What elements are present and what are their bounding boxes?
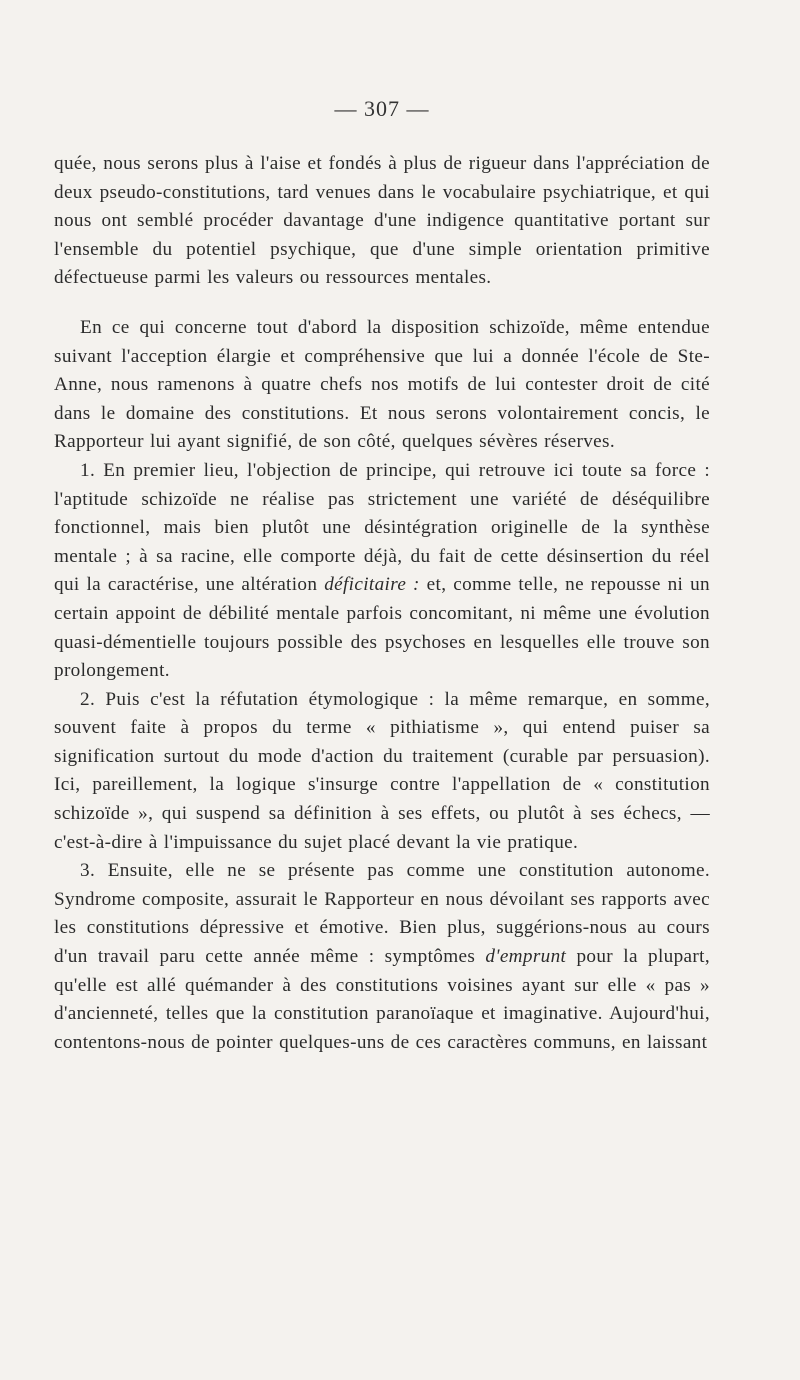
paragraph-schizoid-intro (54, 314, 710, 457)
paragraph-continuation (54, 150, 710, 293)
page-number: — 307 — (334, 96, 430, 121)
italic-term: d'emprunt (485, 946, 567, 968)
paragraph-text: 2. Puis c'est la réfutation étymologique : la même remarque, en somme, souvent faite à propos du terme « pithiatisme », qui entend puiser sa signification surtout du mode d'action du traitement (curable par persuasion). Ici, pareillement, la logique s'insurge contre l'appellation de « constitution schizoïde », qui suspend sa définition à ses effets, ou plutôt à ses échecs, — c'est-à-dire à l'impuissance du sujet placé devant la vie pratique. (54, 688, 710, 853)
paragraph-text: quée, nous serons plus à l'aise et fondés à plus de rigueur dans l'appréciation de deux pseudo-constitutions, tard venues dans le vocabulaire psychiatrique, et qui nous ont semblé procéder davantage d'une indigence quantitative portant sur l'ensemble du potentiel psychique, que d'une simple orientation primitive défectueuse parmi les valeurs ou ressources mentales. (54, 153, 710, 289)
italic-term: déficitaire : (324, 574, 420, 596)
paragraph-text: En ce qui concerne tout d'abord la disposition schizoïde, même entendue suivant l'acception élargie et compréhensive que lui a donnée l'école de Ste-Anne, nous ramenons à quatre chefs nos motifs de lui contester droit de cité dans le domaine des constitutions. Et nous serons volontairement concis, le Rapporteur lui ayant signifié, de son côté, quelques sévères réserves. (54, 316, 710, 453)
paragraph-point-1 (54, 457, 710, 686)
paragraph-point-2 (54, 686, 710, 858)
paragraph-text: 3. Ensuite, elle ne se présente pas comme une constitution autonome. Syndrome composite, assurait le Rapporteur en nous dévoilant ses rapports avec les constitutions dépressive et émotive. Bien plus, suggérions-nous au cours d'un travail paru cette année même : symptômes (54, 860, 710, 968)
paragraph-text: pour la plupart, qu'elle est allé quémander à des constitutions voisines ayant sur elle « pas » d'ancienneté, telles que la constitution paranoïaque et imaginative. Aujourd'hui, contentons-nous de pointer quelques-uns de ces caractères communs, en laissant (54, 946, 710, 1053)
paragraph-text: 1. En premier lieu, l'objection de principe, qui retrouve ici toute sa force : l'aptitude schizoïde ne réalise pas strictement une variété de déséquilibre fonctionnel, mais bien plutôt une désintégration originelle de la synthèse mentale ; à sa racine, elle comporte déjà, du fait de cette désinsertion du réel qui la caractérise, une altération (54, 459, 710, 596)
paragraph-text: et, comme telle, ne repousse ni un certain appoint de débilité mentale parfois concomitant, ni même une évolution quasi-démentielle toujours possible des psychoses en lesquelles elle trouve son prolongement. (54, 574, 710, 682)
paragraph-point-3 (54, 857, 710, 1057)
book-page (54, 96, 710, 1057)
